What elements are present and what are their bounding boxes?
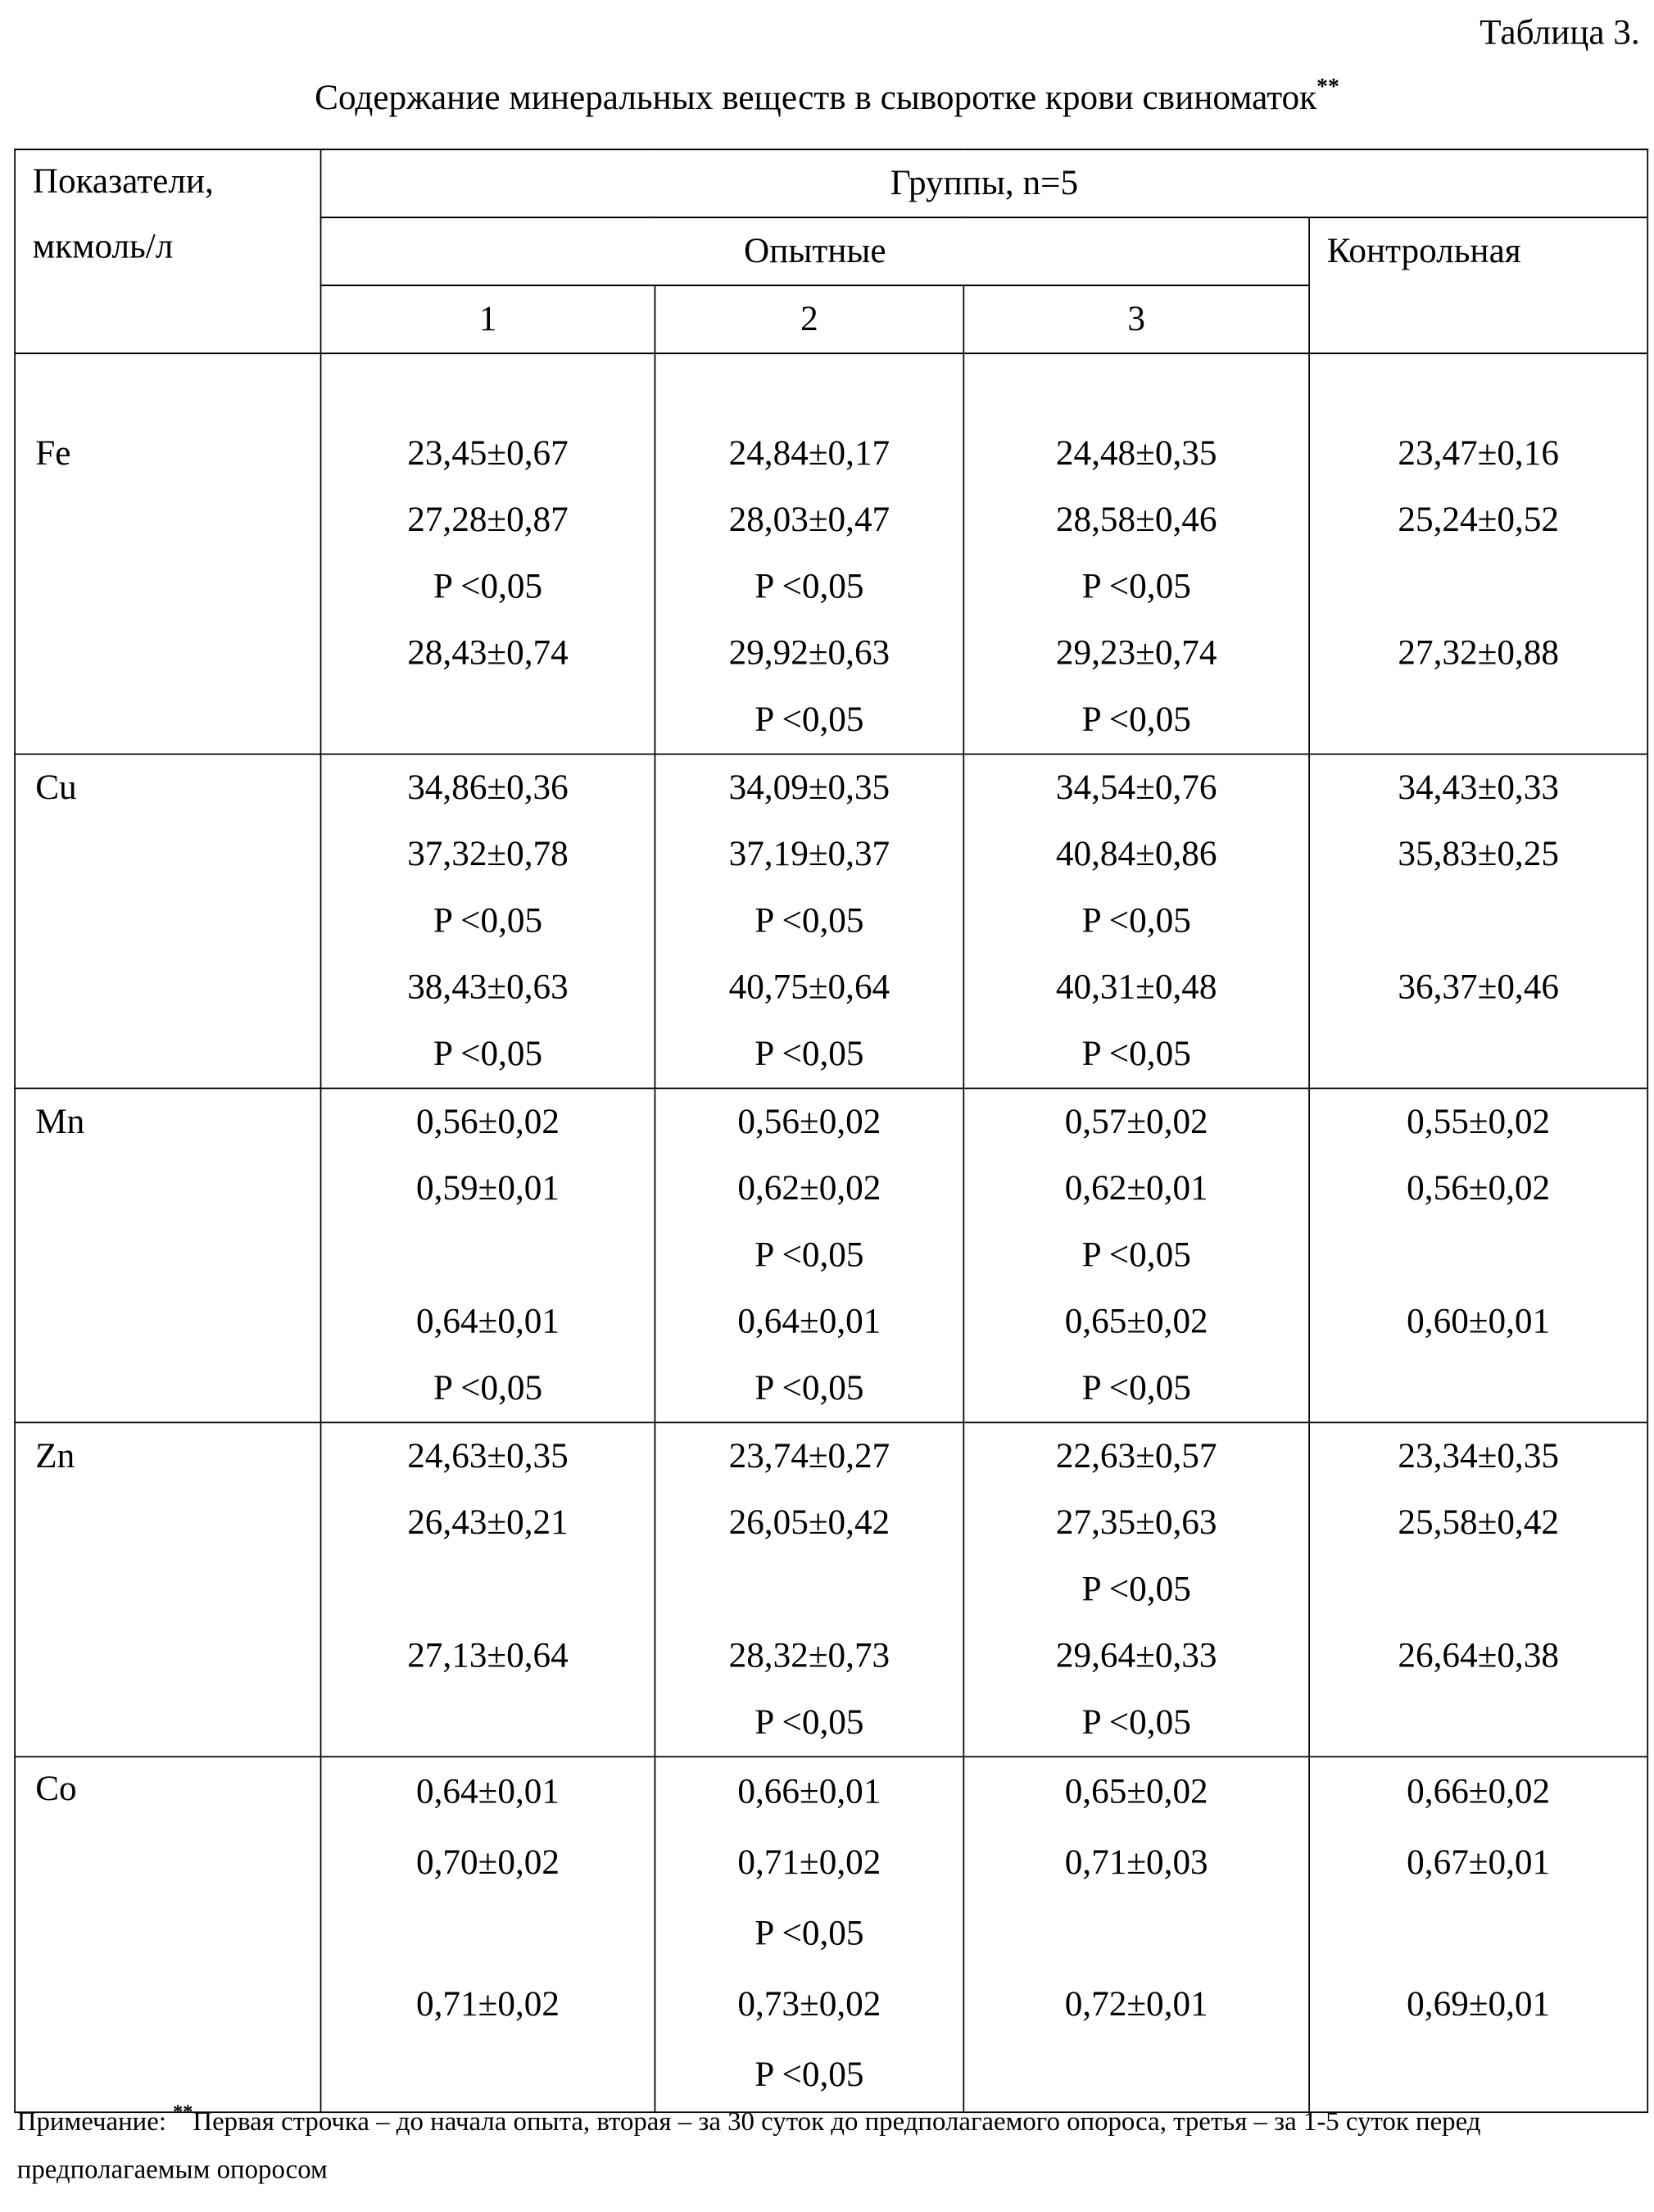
value-line (1310, 1689, 1647, 1756)
value-line (321, 354, 654, 420)
value-line (321, 1689, 654, 1756)
element-cell (15, 1756, 320, 2112)
value-line: P <0,05 (754, 1369, 864, 1408)
value-line (321, 687, 654, 753)
caption-footnote-mark: ** (1316, 75, 1339, 99)
value-line: P <0,05 (1081, 902, 1191, 941)
value-line: 0,72±0,01 (1064, 1985, 1208, 2024)
value-line: P <0,05 (754, 1236, 864, 1275)
value-cell-group-4 (1309, 1756, 1647, 2112)
value-line: P <0,05 (433, 568, 543, 606)
value-line: 0,57±0,02 (1064, 1103, 1208, 1142)
value-line: 0,56±0,02 (737, 1103, 881, 1142)
element-name: Zn (35, 1437, 75, 1476)
value-line: 0,55±0,02 (1407, 1103, 1551, 1142)
value-line (655, 1557, 963, 1623)
value-line (1310, 888, 1647, 954)
experimental-header: Опытные (321, 217, 1310, 285)
caption-text: Содержание минеральных веществ в сыворотке крови свиноматок (315, 79, 1317, 118)
value-line: 29,92±0,63 (728, 634, 890, 673)
value-line: 29,64±0,33 (1055, 1637, 1217, 1675)
value-cell-group-3 (963, 1422, 1309, 1756)
control-header: Контрольная (1309, 217, 1647, 353)
element-name: Fe (35, 434, 71, 474)
table-row-mn (15, 1088, 1647, 1422)
element-name: Cu (35, 768, 77, 808)
value-line: 0,65±0,02 (1064, 1303, 1208, 1341)
value-line (1310, 687, 1647, 753)
value-line: 34,09±0,35 (728, 768, 890, 808)
value-line: 27,35±0,63 (1055, 1503, 1217, 1543)
indicator-header-line2: мкмоль/л (32, 228, 174, 266)
value-line: 0,71±0,02 (737, 1843, 881, 1883)
value-line: 23,34±0,35 (1398, 1437, 1559, 1476)
value-line: 25,58±0,42 (1398, 1503, 1559, 1543)
value-line: 40,84±0,86 (1055, 835, 1217, 874)
element-cell (15, 1422, 320, 1756)
value-line: 0,60±0,01 (1407, 1303, 1551, 1341)
note-text: Первая строчка – до начала опыта, вторая – за 30 суток до предполагаемого опороса, третья – за 1-5 суток перед предполагаемым опоросом (16, 2107, 1481, 2186)
value-line: P <0,05 (433, 1035, 543, 1074)
value-cell-group-3 (963, 353, 1309, 754)
value-cell-group-3 (963, 1088, 1309, 1422)
group-number-3: 3 (963, 285, 1309, 353)
value-line: P <0,05 (1081, 1236, 1191, 1275)
value-line: 26,43±0,21 (407, 1503, 569, 1543)
value-line: 37,32±0,78 (407, 835, 569, 874)
value-line: 40,31±0,48 (1055, 968, 1217, 1008)
value-line: 0,56±0,02 (1407, 1169, 1551, 1208)
value-line (1310, 1355, 1647, 1421)
value-line: 28,58±0,46 (1055, 501, 1217, 540)
value-line (1310, 1899, 1647, 1969)
element-name: Co (35, 1770, 77, 1809)
value-line: 34,86±0,36 (407, 768, 569, 808)
value-cell-group-2 (655, 1756, 963, 2112)
value-line: 0,69±0,01 (1407, 1985, 1551, 2024)
value-line: 34,43±0,33 (1398, 768, 1559, 808)
table-caption (0, 75, 1654, 119)
value-line: 24,84±0,17 (728, 434, 890, 474)
value-line (1310, 554, 1647, 620)
value-line: 23,47±0,16 (1398, 434, 1559, 474)
value-line: 27,32±0,88 (1398, 634, 1559, 673)
value-cell-group-2 (655, 353, 963, 754)
value-line: 0,71±0,03 (1064, 1843, 1208, 1883)
note-footnote-mark: ** (173, 2102, 193, 2124)
value-cell-group-1 (321, 1088, 655, 1422)
value-line: 26,64±0,38 (1398, 1637, 1559, 1675)
value-cell-group-2 (655, 754, 963, 1088)
note-label: Примечание: (16, 2107, 166, 2137)
minerals-table (14, 149, 1648, 2114)
element-cell (15, 353, 320, 754)
value-line: P <0,05 (754, 902, 864, 941)
value-cell-group-1 (321, 754, 655, 1088)
value-cell-group-1 (321, 1422, 655, 1756)
table-row-co (15, 1756, 1647, 2112)
value-line: 0,56±0,02 (415, 1103, 560, 1142)
value-line (1310, 1557, 1647, 1623)
value-line: 27,13±0,64 (407, 1637, 569, 1675)
value-line: 0,66±0,01 (737, 1773, 881, 1811)
value-cell-group-3 (963, 754, 1309, 1088)
value-line: P <0,05 (1081, 1369, 1191, 1408)
value-line: 37,19±0,37 (728, 835, 890, 874)
value-line: 26,05±0,42 (728, 1503, 890, 1543)
value-cell-group-4 (1309, 1422, 1647, 1756)
element-name: Mn (35, 1103, 85, 1142)
value-line: 24,48±0,35 (1055, 434, 1217, 474)
value-line (321, 1557, 654, 1623)
value-line: 0,65±0,02 (1064, 1773, 1208, 1811)
value-line: 28,32±0,73 (728, 1637, 890, 1675)
value-cell-group-1 (321, 1756, 655, 2112)
value-line: 0,66±0,02 (1407, 1773, 1551, 1811)
value-line: 40,75±0,64 (728, 968, 890, 1008)
value-line: 27,28±0,87 (407, 501, 569, 540)
value-line: 0,62±0,01 (1064, 1169, 1208, 1208)
value-line: P <0,05 (754, 1035, 864, 1074)
value-line: 0,59±0,01 (415, 1169, 560, 1208)
table-label: Таблица 3. (1480, 14, 1640, 52)
value-cell-group-2 (655, 1422, 963, 1756)
value-line (1310, 1222, 1647, 1289)
value-line: 34,54±0,76 (1055, 768, 1217, 808)
value-line: 0,71±0,02 (415, 1985, 560, 2024)
group-number-1: 1 (321, 285, 655, 353)
value-line: P <0,05 (754, 2056, 864, 2095)
value-line (655, 354, 963, 420)
value-line: 25,24±0,52 (1398, 501, 1559, 540)
table-row-cu (15, 754, 1647, 1088)
value-line: P <0,05 (754, 1703, 864, 1743)
element-cell (15, 1088, 320, 1422)
value-line (964, 354, 1308, 420)
groups-header: Группы, n=5 (321, 149, 1648, 217)
value-line: P <0,05 (1081, 1571, 1191, 1609)
value-cell-group-3 (963, 1756, 1309, 2112)
value-line: 38,43±0,63 (407, 968, 569, 1008)
value-line: 36,37±0,46 (1398, 968, 1559, 1008)
group-number-2: 2 (655, 285, 963, 353)
value-line: 0,64±0,01 (737, 1303, 881, 1341)
value-line: P <0,05 (754, 568, 864, 606)
table-note (17, 2099, 1646, 2196)
indicator-header (15, 149, 320, 353)
value-line: P <0,05 (754, 1915, 864, 1953)
value-line: P <0,05 (433, 902, 543, 941)
value-cell-group-2 (655, 1088, 963, 1422)
table-row-zn (15, 1422, 1647, 1756)
value-line: 24,63±0,35 (407, 1437, 569, 1476)
value-line: 22,63±0,57 (1055, 1437, 1217, 1476)
value-line: P <0,05 (1081, 700, 1191, 740)
value-line: 0,67±0,01 (1407, 1843, 1551, 1883)
value-line (321, 1899, 654, 1969)
value-line: 0,62±0,02 (737, 1169, 881, 1208)
value-cell-group-4 (1309, 754, 1647, 1088)
value-line: 0,73±0,02 (737, 1985, 881, 2024)
value-line (321, 1222, 654, 1289)
value-line: 0,70±0,02 (415, 1843, 560, 1883)
value-line: 0,64±0,01 (415, 1303, 560, 1341)
value-line: 23,74±0,27 (728, 1437, 890, 1476)
value-line: P <0,05 (1081, 568, 1191, 606)
value-line: P <0,05 (1081, 1703, 1191, 1743)
value-line: 28,43±0,74 (407, 634, 569, 673)
value-line: 35,83±0,25 (1398, 835, 1559, 874)
value-cell-group-4 (1309, 353, 1647, 754)
value-line: P <0,05 (1081, 1035, 1191, 1074)
value-line (1310, 1021, 1647, 1087)
element-cell (15, 754, 320, 1088)
indicator-header-line1: Показатели, (32, 162, 214, 202)
value-line: P <0,05 (433, 1369, 543, 1408)
value-line (1310, 354, 1647, 420)
value-line (964, 1899, 1308, 1969)
value-line: 28,03±0,47 (728, 501, 890, 540)
value-line: 29,23±0,74 (1055, 634, 1217, 673)
value-cell-group-4 (1309, 1088, 1647, 1422)
value-line: 0,64±0,01 (415, 1773, 560, 1811)
table-row-fe (15, 353, 1647, 754)
value-cell-group-1 (321, 353, 655, 754)
value-line: P <0,05 (754, 700, 864, 740)
value-line: 23,45±0,67 (407, 434, 569, 474)
